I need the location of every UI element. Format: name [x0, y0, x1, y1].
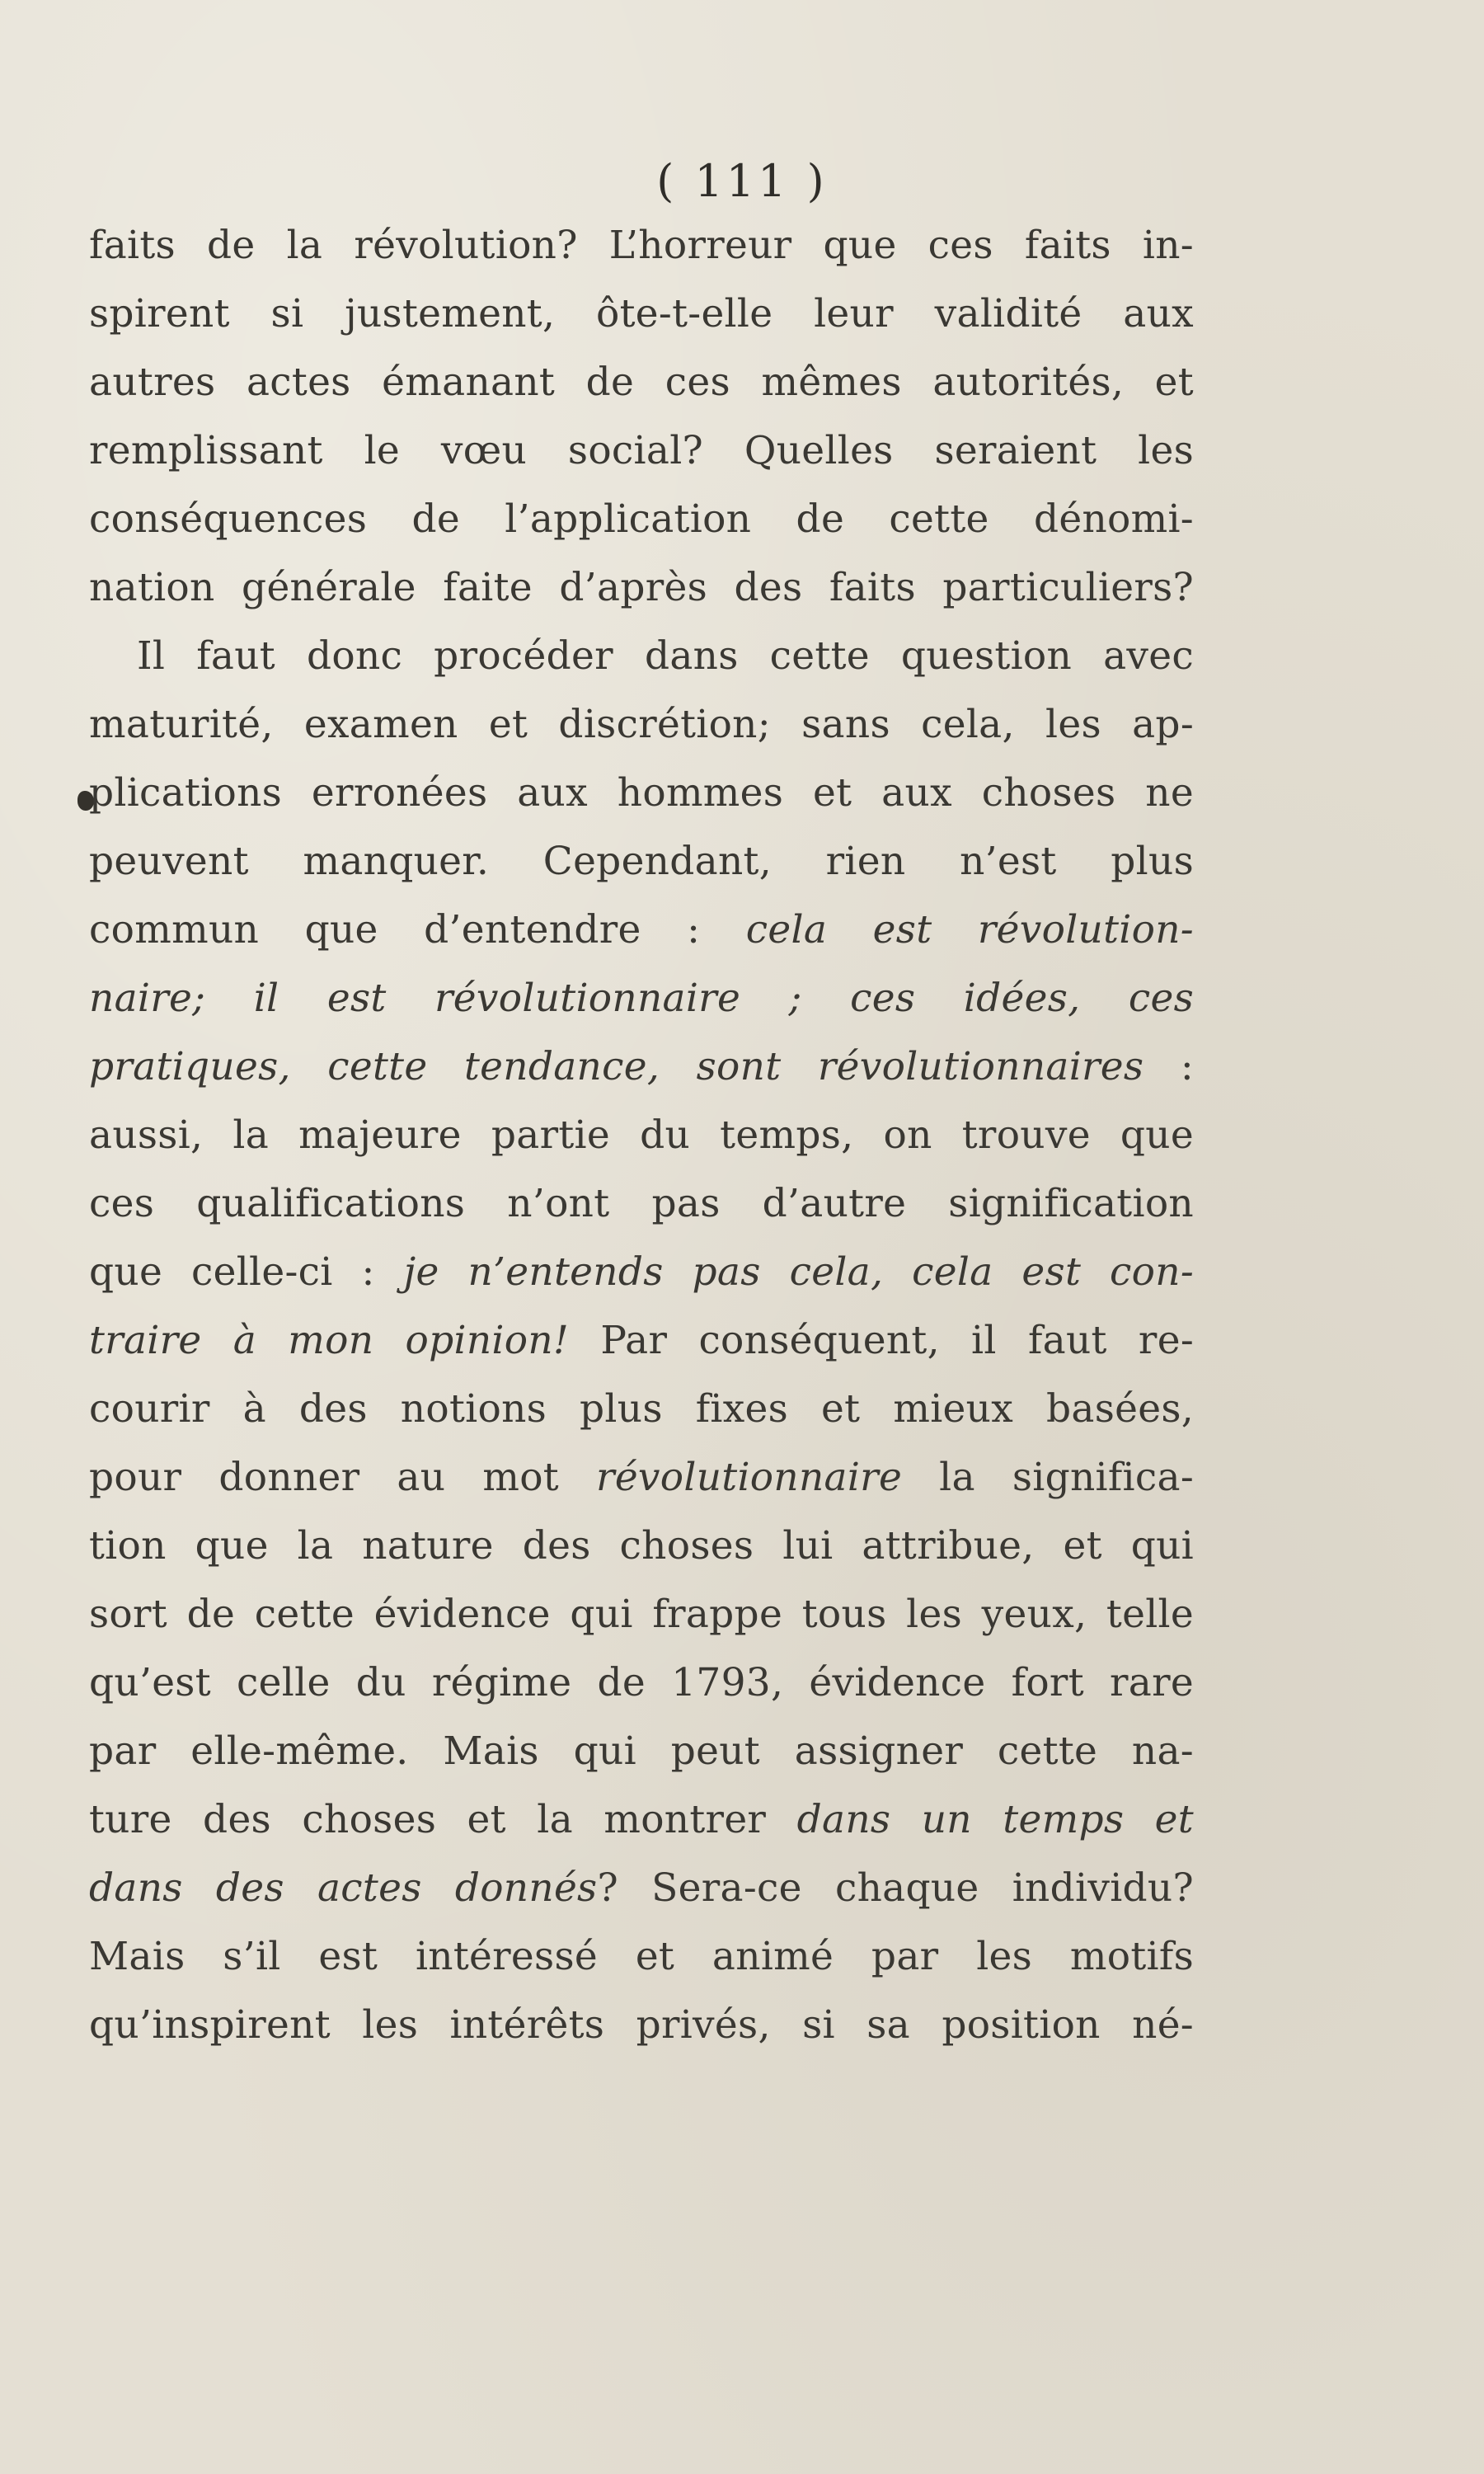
text-run: plications erronées aux hommes et aux choses ne	[89, 770, 1194, 816]
text-run: qu’inspirent les intérêts privés, si sa position né-	[89, 2002, 1194, 2048]
text-run: ? Sera-ce chaque individu?	[597, 1865, 1194, 1911]
text-run: Mais s’il est intéressé et animé par les motifs	[89, 1934, 1194, 1979]
text-run: commun que d’entendre :	[89, 907, 746, 952]
text-line	[89, 1375, 1194, 1443]
text-line	[89, 348, 1194, 416]
text-run: Par conséquent, il faut re-	[569, 1318, 1194, 1363]
text-line	[89, 1649, 1194, 1717]
text-run: ces qualifications n’ont pas d’autre signification	[89, 1181, 1194, 1226]
text-line	[89, 1854, 1194, 1922]
italic-text: traire à mon opinion!	[89, 1318, 570, 1363]
text-line	[89, 896, 1194, 964]
italic-text: pratiques, cette tendance, sont révolutionnaires	[89, 1044, 1144, 1089]
text-run: conséquences de l’application de cette dénomi-	[89, 496, 1194, 542]
text-line	[89, 1032, 1194, 1101]
text-run: peuvent manquer. Cependant, rien n’est plus	[89, 839, 1194, 884]
text-line	[89, 759, 1194, 827]
italic-text: cela est révolution-	[745, 907, 1194, 952]
text-run: spirent si justement, ôte-t-elle leur validité aux	[89, 291, 1194, 336]
text-line	[89, 485, 1194, 553]
text-run: Il faut donc procéder dans cette question avec	[137, 633, 1194, 679]
text-line	[89, 964, 1194, 1032]
text-line	[89, 280, 1194, 348]
text-run: remplissant le vœu social? Quelles seraient les	[89, 428, 1194, 473]
text-run: la significa-	[902, 1455, 1195, 1500]
text-run: ture des choses et la montrer	[89, 1797, 797, 1842]
text-line	[89, 1238, 1194, 1306]
text-run: faits de la révolution? L’horreur que ces faits in-	[89, 223, 1194, 268]
body-text	[89, 211, 1194, 2059]
text-line	[89, 690, 1194, 759]
text-line	[89, 1443, 1194, 1512]
text-run: qu’est celle du régime de 1793, évidence fort rare	[89, 1660, 1194, 1705]
text-run: par elle-même. Mais qui peut assigner cette na-	[89, 1729, 1194, 1774]
text-run: nation générale faite d’après des faits particuliers?	[89, 565, 1194, 610]
italic-text: je n’entends pas cela, cela est con-	[403, 1249, 1195, 1295]
text-line	[89, 553, 1194, 622]
page-number: ( 111 )	[656, 155, 828, 207]
italic-text: dans des actes donnés	[89, 1865, 598, 1911]
text-line	[89, 1512, 1194, 1580]
text-run: :	[1144, 1044, 1194, 1089]
text-run: tion que la nature des choses lui attribue, et qui	[89, 1523, 1194, 1569]
text-line	[89, 416, 1194, 485]
text-run: autres actes émanant de ces mêmes autorités, et	[89, 360, 1194, 405]
text-line	[89, 1169, 1194, 1238]
text-run: que celle-ci :	[89, 1249, 404, 1295]
text-line	[89, 1306, 1194, 1375]
italic-text: dans un temps et	[796, 1797, 1194, 1842]
italic-text: naire; il est révolutionnaire ; ces idées, ces	[89, 976, 1194, 1021]
text-run: sort de cette évidence qui frappe tous les yeux, telle	[89, 1592, 1194, 1637]
text-line	[89, 827, 1194, 896]
text-line	[89, 1101, 1194, 1169]
text-run: pour donner au mot	[89, 1455, 597, 1500]
text-line	[89, 211, 1194, 280]
text-run: aussi, la majeure partie du temps, on trouve que	[89, 1112, 1194, 1158]
text-line	[89, 1991, 1194, 2059]
text-line	[89, 1580, 1194, 1649]
text-line	[89, 1717, 1194, 1785]
text-line	[89, 622, 1194, 690]
text-run: maturité, examen et discrétion; sans cela, les ap-	[89, 702, 1194, 747]
text-line	[89, 1785, 1194, 1854]
italic-text: révolutionnaire	[596, 1455, 903, 1500]
text-line	[89, 1922, 1194, 1991]
text-run: courir à des notions plus fixes et mieux basées,	[89, 1386, 1194, 1432]
